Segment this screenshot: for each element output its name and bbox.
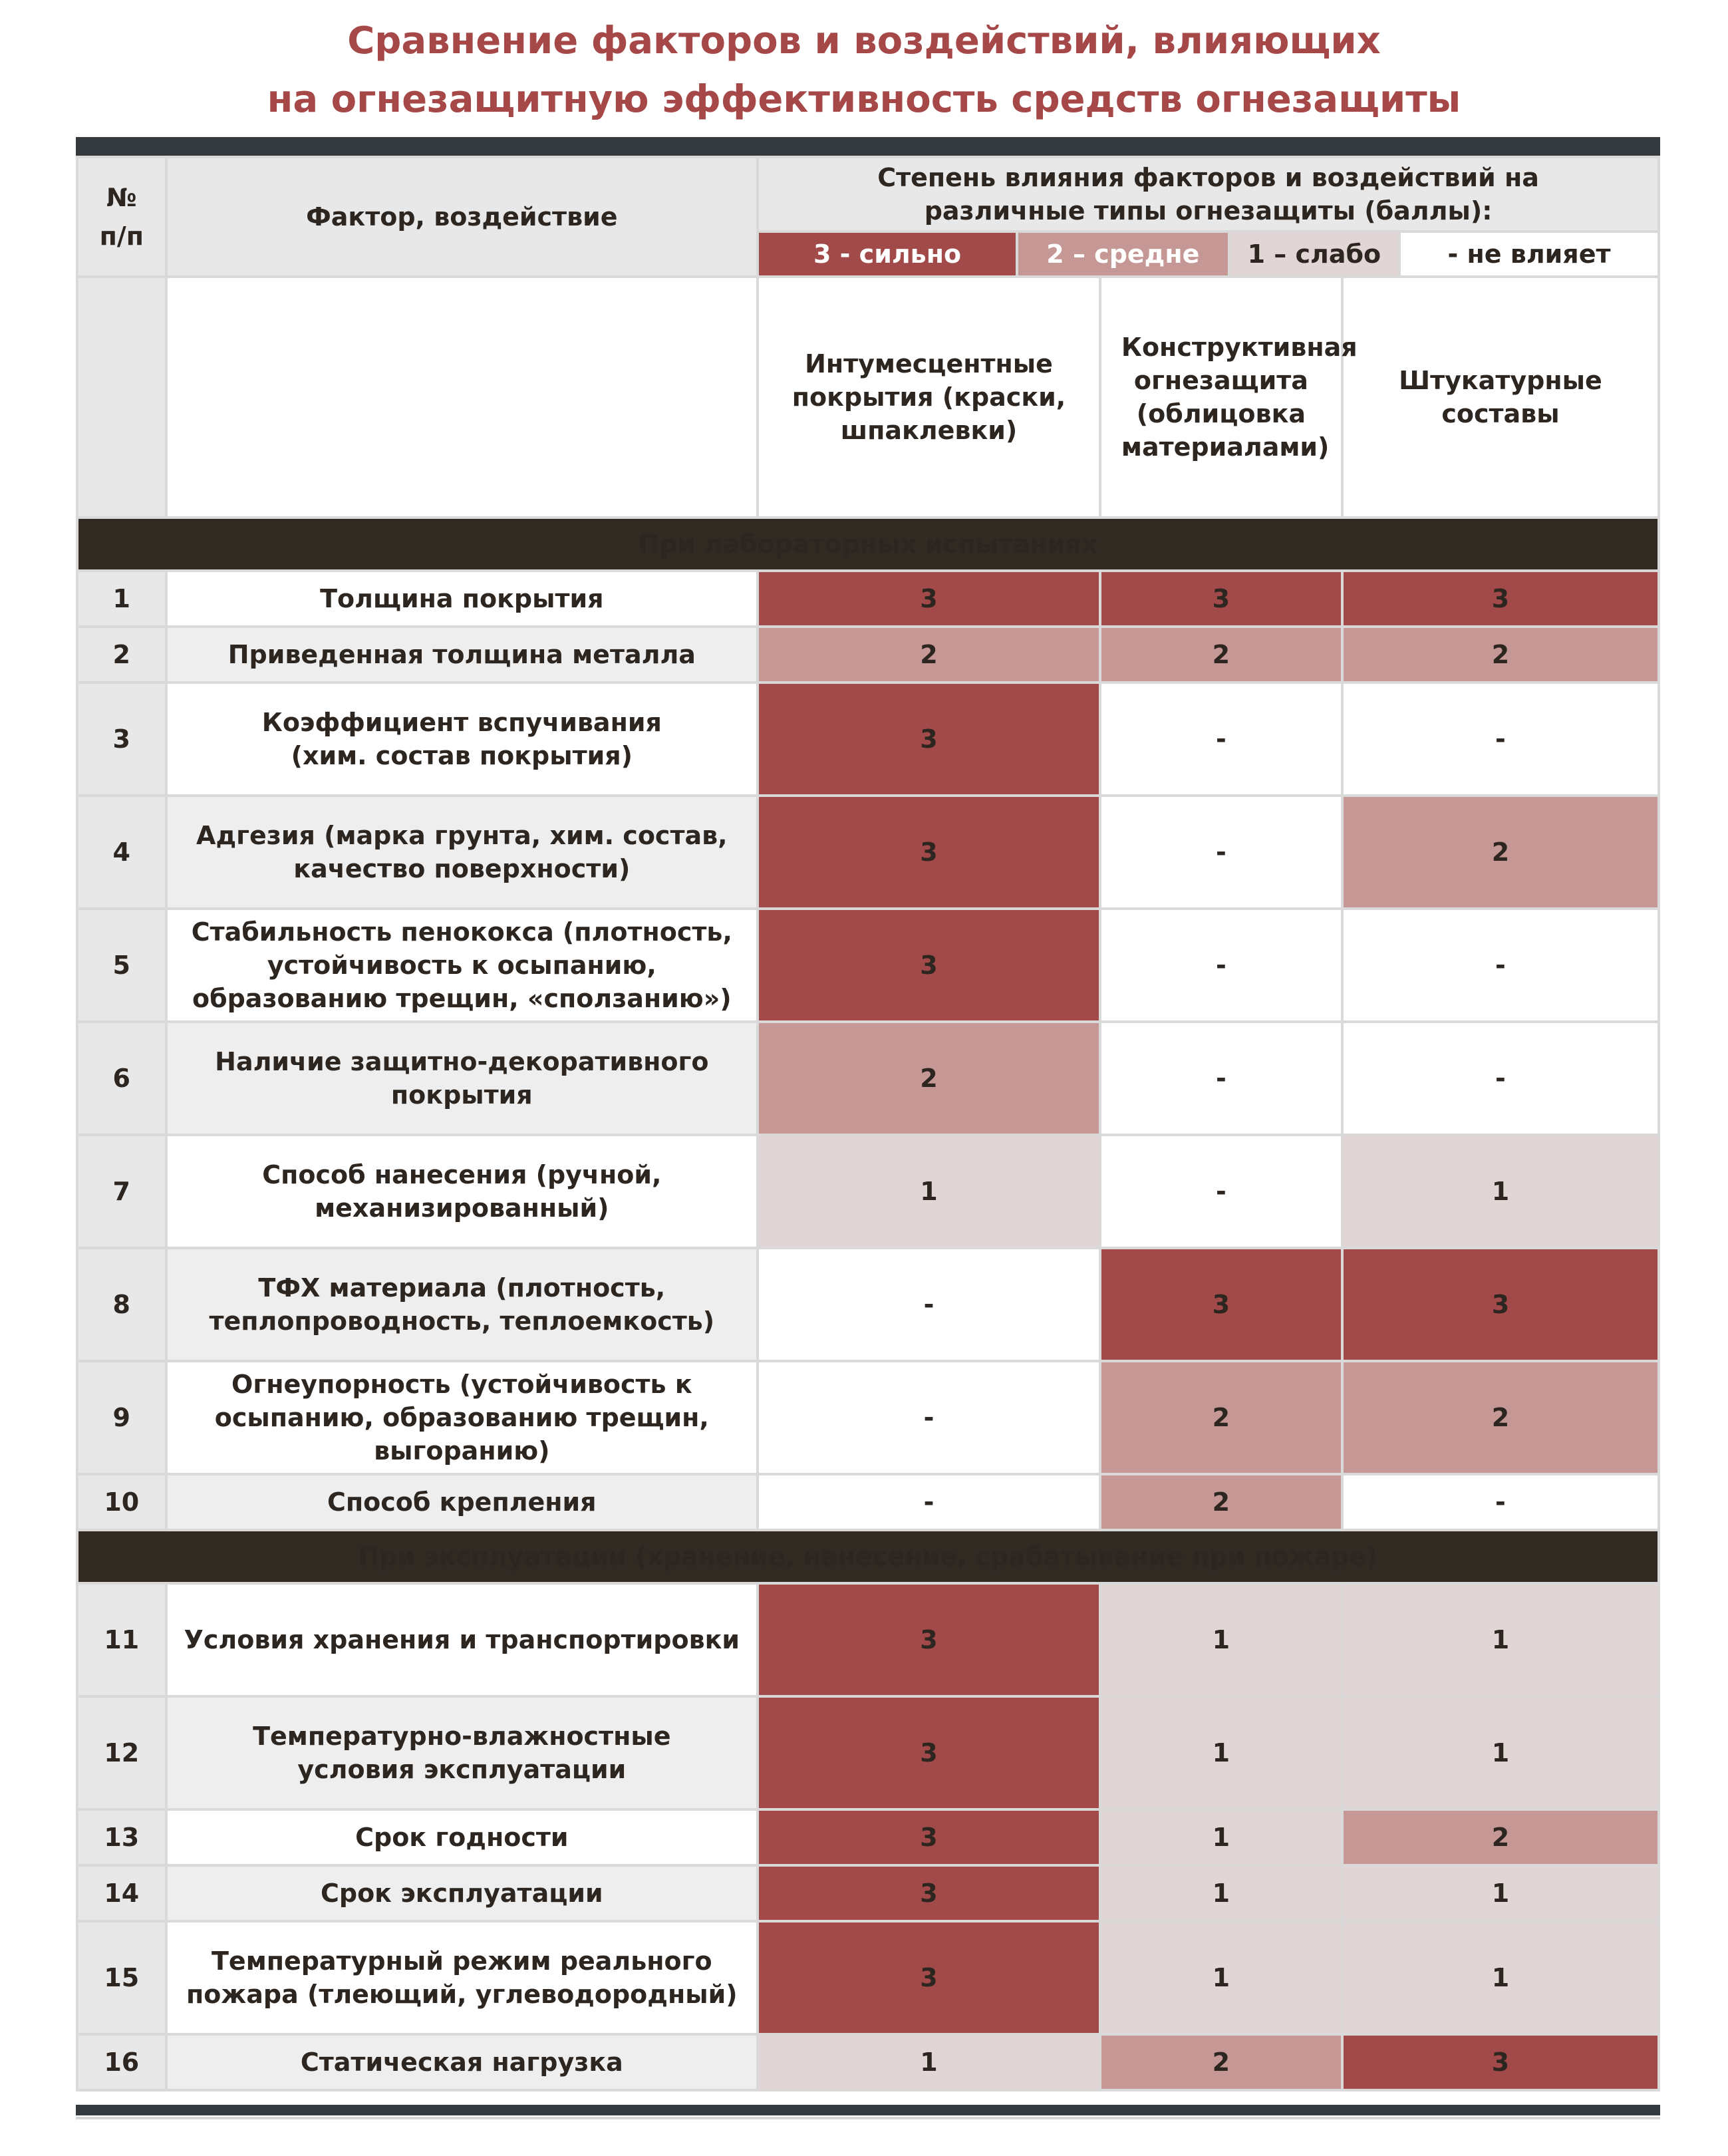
factor-cell: Коэффициент вспучивания (хим. состав покрытия) bbox=[166, 683, 758, 796]
types-row-num-blank bbox=[77, 277, 166, 518]
score-structural: 1 bbox=[1100, 1583, 1342, 1696]
factor-cell: Огнеупорность (устойчивость к осыпанию, образованию трещин, выгоранию) bbox=[166, 1361, 758, 1474]
score-structural: - bbox=[1100, 796, 1342, 909]
score-intumescent: 2 bbox=[758, 1022, 1100, 1135]
type-structural: Конструктивная огнезащита (облицовка материалами) bbox=[1100, 277, 1342, 518]
row-number: 12 bbox=[77, 1696, 166, 1809]
table-row bbox=[77, 1921, 1659, 2034]
table-bottom-bar bbox=[76, 2105, 1660, 2115]
row-number: 6 bbox=[77, 1022, 166, 1135]
table-bottom-line bbox=[76, 2117, 1660, 2119]
score-intumescent: 2 bbox=[758, 627, 1100, 683]
score-intumescent: 3 bbox=[758, 1921, 1100, 2034]
table-row bbox=[77, 1696, 1659, 1809]
score-structural: 2 bbox=[1100, 1474, 1342, 1530]
score-intumescent: 3 bbox=[758, 1865, 1100, 1921]
title-line-1: Сравнение факторов и воздействий, влияющих bbox=[347, 19, 1381, 63]
score-structural: 3 bbox=[1100, 1248, 1342, 1361]
factor-cell: Срок эксплуатации bbox=[166, 1865, 758, 1921]
score-intumescent: - bbox=[758, 1248, 1100, 1361]
score-plaster: 1 bbox=[1342, 1696, 1659, 1809]
score-plaster: 2 bbox=[1342, 627, 1659, 683]
score-intumescent: 3 bbox=[758, 909, 1100, 1022]
factor-cell: Срок годности bbox=[166, 1809, 758, 1865]
score-intumescent: - bbox=[758, 1474, 1100, 1530]
factor-cell: Приведенная толщина металла bbox=[166, 627, 758, 683]
factor-cell: Температурный режим реального пожара (тлеющий, углеводородный) bbox=[166, 1921, 758, 2034]
factor-cell: Статическая нагрузка bbox=[166, 2034, 758, 2090]
factor-cell: Стабильность пенококса (плотность, устойчивость к осыпанию, образованию трещин, «сползанию») bbox=[166, 909, 758, 1022]
factor-cell: Способ крепления bbox=[166, 1474, 758, 1530]
score-plaster: 2 bbox=[1342, 1809, 1659, 1865]
score-intumescent: 3 bbox=[758, 683, 1100, 796]
score-intumescent: 3 bbox=[758, 571, 1100, 627]
type-intumescent: Интумесцентные покрытия (краски, шпаклевки) bbox=[758, 277, 1100, 518]
table-row bbox=[77, 1022, 1659, 1135]
header-row-1 bbox=[77, 157, 1659, 231]
score-structural: 1 bbox=[1100, 1921, 1342, 2034]
row-number: 16 bbox=[77, 2034, 166, 2090]
table-row bbox=[77, 909, 1659, 1022]
table-row bbox=[77, 1248, 1659, 1361]
table-top-bar bbox=[76, 137, 1660, 156]
score-plaster: - bbox=[1342, 909, 1659, 1022]
page-title bbox=[0, 12, 1728, 129]
score-plaster: 1 bbox=[1342, 1135, 1659, 1248]
table-row bbox=[77, 1135, 1659, 1248]
score-structural: 2 bbox=[1100, 1361, 1342, 1474]
title-line-2: на огнезащитную эффективность средств огнезащиты bbox=[267, 78, 1461, 121]
factor-cell: Температурно-влажностные условия эксплуатации bbox=[166, 1696, 758, 1809]
score-plaster: 1 bbox=[1342, 1583, 1659, 1696]
legend-weak: 1 – слабо bbox=[1229, 231, 1399, 277]
types-row-factor-blank bbox=[166, 277, 758, 518]
table-row bbox=[77, 1865, 1659, 1921]
row-number: 15 bbox=[77, 1921, 166, 2034]
score-plaster: - bbox=[1342, 1474, 1659, 1530]
row-number: 14 bbox=[77, 1865, 166, 1921]
row-number: 3 bbox=[77, 683, 166, 796]
factor-cell: ТФХ материала (плотность, теплопроводность, теплоемкость) bbox=[166, 1248, 758, 1361]
score-structural: 1 bbox=[1100, 1809, 1342, 1865]
row-number: 13 bbox=[77, 1809, 166, 1865]
section-row bbox=[77, 1530, 1659, 1583]
score-structural: 2 bbox=[1100, 627, 1342, 683]
table-row bbox=[77, 683, 1659, 796]
score-plaster: 2 bbox=[1342, 796, 1659, 909]
row-number: 1 bbox=[77, 571, 166, 627]
types-row bbox=[77, 277, 1659, 518]
score-plaster: 2 bbox=[1342, 1361, 1659, 1474]
score-structural: - bbox=[1100, 1135, 1342, 1248]
row-number: 10 bbox=[77, 1474, 166, 1530]
type-plaster: Штукатурные составы bbox=[1342, 277, 1659, 518]
factor-cell: Толщина покрытия bbox=[166, 571, 758, 627]
score-plaster: 3 bbox=[1342, 1248, 1659, 1361]
score-intumescent: 1 bbox=[758, 1135, 1100, 1248]
legend-none: - не влияет bbox=[1399, 231, 1659, 277]
score-structural: 3 bbox=[1100, 571, 1342, 627]
table-row bbox=[77, 1361, 1659, 1474]
row-number: 11 bbox=[77, 1583, 166, 1696]
factor-cell: Условия хранения и транспортировки bbox=[166, 1583, 758, 1696]
row-number: 8 bbox=[77, 1248, 166, 1361]
score-structural: 2 bbox=[1100, 2034, 1342, 2090]
table-row bbox=[77, 2034, 1659, 2090]
row-number: 4 bbox=[77, 796, 166, 909]
section-row bbox=[77, 518, 1659, 571]
row-number: 2 bbox=[77, 627, 166, 683]
score-plaster: - bbox=[1342, 683, 1659, 796]
score-plaster: 3 bbox=[1342, 571, 1659, 627]
score-plaster: - bbox=[1342, 1022, 1659, 1135]
table-row bbox=[77, 1809, 1659, 1865]
score-intumescent: 3 bbox=[758, 1809, 1100, 1865]
table-row bbox=[77, 1474, 1659, 1530]
score-intumescent: 1 bbox=[758, 2034, 1100, 2090]
table-row bbox=[77, 1583, 1659, 1696]
score-plaster: 1 bbox=[1342, 1921, 1659, 2034]
legend-medium: 2 – средне bbox=[1017, 231, 1229, 277]
score-structural: - bbox=[1100, 1022, 1342, 1135]
score-intumescent: 3 bbox=[758, 1696, 1100, 1809]
score-structural: - bbox=[1100, 683, 1342, 796]
score-plaster: 1 bbox=[1342, 1865, 1659, 1921]
row-number: 7 bbox=[77, 1135, 166, 1248]
num-col-header: № п/п bbox=[77, 157, 166, 277]
section-title: При эксплуатации (хранение, нанесение, срабатывание при пожаре) bbox=[77, 1530, 1659, 1583]
score-intumescent: 3 bbox=[758, 1583, 1100, 1696]
factor-col-header: Фактор, воздействие bbox=[166, 157, 758, 277]
score-plaster: 3 bbox=[1342, 2034, 1659, 2090]
factor-cell: Способ нанесения (ручной, механизированный) bbox=[166, 1135, 758, 1248]
row-number: 9 bbox=[77, 1361, 166, 1474]
score-intumescent: 3 bbox=[758, 796, 1100, 909]
comparison-table bbox=[76, 156, 1660, 2091]
score-structural: - bbox=[1100, 909, 1342, 1022]
row-number: 5 bbox=[77, 909, 166, 1022]
table-row bbox=[77, 627, 1659, 683]
score-structural: 1 bbox=[1100, 1696, 1342, 1809]
degree-header: Степень влияния факторов и воздействий на различные типы огнезащиты (баллы): bbox=[758, 157, 1659, 231]
legend-strong: 3 - сильно bbox=[758, 231, 1017, 277]
table-row bbox=[77, 796, 1659, 909]
factor-cell: Адгезия (марка грунта, хим. состав, качество поверхности) bbox=[166, 796, 758, 909]
score-structural: 1 bbox=[1100, 1865, 1342, 1921]
table-row bbox=[77, 571, 1659, 627]
section-title: При лабораторных испытаниях bbox=[77, 518, 1659, 571]
score-intumescent: - bbox=[758, 1361, 1100, 1474]
factor-cell: Наличие защитно-декоративного покрытия bbox=[166, 1022, 758, 1135]
